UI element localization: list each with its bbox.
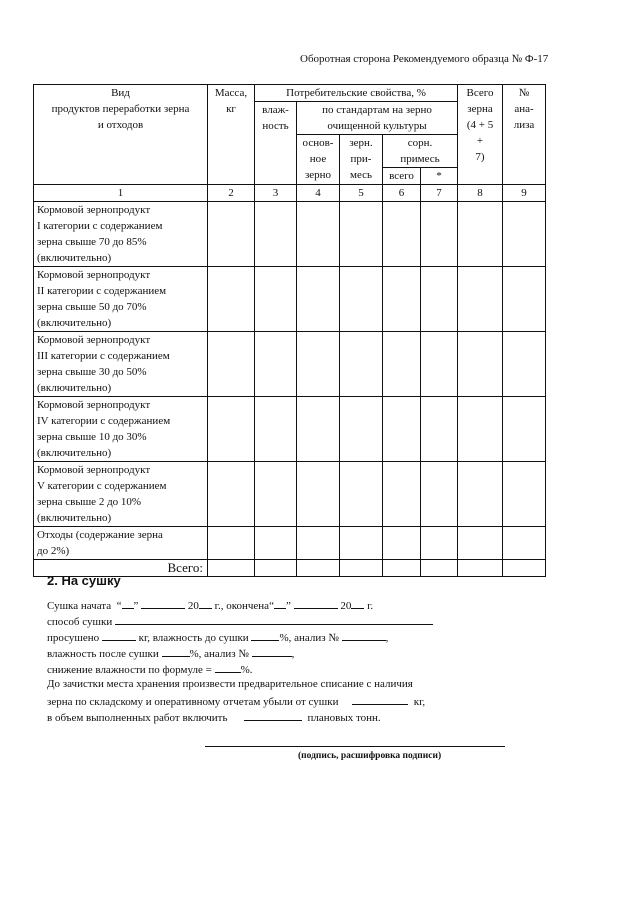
drying-loss-field[interactable] xyxy=(352,694,408,705)
end-month-field[interactable] xyxy=(294,598,338,609)
cell-analysis-number[interactable] xyxy=(503,202,546,267)
write-off-text: До зачистки места хранения произвести предварительное списание с наличия xyxy=(47,678,413,690)
cell-mass[interactable] xyxy=(208,202,255,267)
cell-main-grain[interactable] xyxy=(297,397,340,462)
table-row xyxy=(34,527,546,560)
cell-moisture[interactable] xyxy=(255,527,297,560)
cell-analysis-number[interactable] xyxy=(503,267,546,332)
cell-main-grain[interactable] xyxy=(297,202,340,267)
cell-total-grain[interactable] xyxy=(458,397,503,462)
col-number: 5 xyxy=(340,185,383,202)
header-moisture: влаж- ность xyxy=(255,102,297,185)
cell-analysis-number[interactable] xyxy=(503,560,546,577)
end-year-field[interactable] xyxy=(351,598,364,609)
cell-weed-total[interactable] xyxy=(383,462,421,527)
cell-weed-total[interactable] xyxy=(383,527,421,560)
row-label: Кормовой зернопродукт IV категории с содержанием зерна свыше 10 до 30% (включительно) xyxy=(34,397,208,462)
col-number: 3 xyxy=(255,185,297,202)
cell-moisture[interactable] xyxy=(255,267,297,332)
moisture-reduction-line: снижение влажности по формуле = %. xyxy=(47,664,253,676)
table-row xyxy=(34,462,546,527)
start-year-field[interactable] xyxy=(199,598,212,609)
header-consumer-properties: Потребительские свойства, % xyxy=(255,85,458,102)
moisture-before-field[interactable] xyxy=(251,630,279,641)
cell-analysis-number[interactable] xyxy=(503,527,546,560)
analysis-after-field[interactable] xyxy=(252,646,292,657)
row-label: Кормовой зернопродукт III категории с содержанием зерна свыше 30 до 50% (включительно) xyxy=(34,332,208,397)
start-month-field[interactable] xyxy=(141,598,185,609)
col-number: 2 xyxy=(208,185,255,202)
cell-grain-impurity[interactable] xyxy=(340,332,383,397)
cell-grain-impurity[interactable] xyxy=(340,560,383,577)
cell-weed-star[interactable] xyxy=(421,267,458,332)
cell-weed-total[interactable] xyxy=(383,560,421,577)
column-numbers-row xyxy=(34,185,546,202)
cell-weed-star[interactable] xyxy=(421,527,458,560)
header-grain-impurity: зерн. при- месь xyxy=(340,135,383,185)
row-label: Кормовой зернопродукт II категории с содержанием зерна свыше 50 до 70% (включительно) xyxy=(34,267,208,332)
col-number: 4 xyxy=(297,185,340,202)
cell-analysis-number[interactable] xyxy=(503,397,546,462)
cell-weed-star[interactable] xyxy=(421,202,458,267)
table-row xyxy=(34,332,546,397)
cell-weed-total[interactable] xyxy=(383,202,421,267)
cell-mass[interactable] xyxy=(208,560,255,577)
cell-grain-impurity[interactable] xyxy=(340,462,383,527)
signature-line[interactable] xyxy=(205,746,505,747)
cell-mass[interactable] xyxy=(208,462,255,527)
cell-grain-impurity[interactable] xyxy=(340,527,383,560)
cell-weed-total[interactable] xyxy=(383,267,421,332)
cell-analysis-number[interactable] xyxy=(503,332,546,397)
cell-moisture[interactable] xyxy=(255,202,297,267)
drying-dates-line: Сушка начата “ ” 20 г., окончена“ ” 20 г. xyxy=(47,600,374,612)
cell-total-grain[interactable] xyxy=(458,267,503,332)
header-weed-impurity: сорн. примесь xyxy=(383,135,458,168)
drying-loss-line: зерна по складскому и оперативному отчетам убыли от сушки кг, xyxy=(47,696,426,708)
header-analysis-number: № ана- лиза xyxy=(503,85,546,185)
col-number: 1 xyxy=(34,185,208,202)
col-number: 8 xyxy=(458,185,503,202)
moisture-after-line: влажность после сушки %, анализ № , xyxy=(47,648,295,660)
dried-kg-field[interactable] xyxy=(102,630,136,641)
row-label: Отходы (содержание зерна до 2%) xyxy=(34,527,208,560)
cell-main-grain[interactable] xyxy=(297,462,340,527)
cell-grain-impurity[interactable] xyxy=(340,397,383,462)
end-day-field[interactable] xyxy=(274,598,286,609)
cell-moisture[interactable] xyxy=(255,560,297,577)
analysis-before-field[interactable] xyxy=(342,630,386,641)
cell-weed-star[interactable] xyxy=(421,397,458,462)
cell-main-grain[interactable] xyxy=(297,332,340,397)
header-weed-total: всего xyxy=(383,168,421,185)
cell-grain-impurity[interactable] xyxy=(340,202,383,267)
cell-moisture[interactable] xyxy=(255,332,297,397)
cell-moisture[interactable] xyxy=(255,397,297,462)
col-number: 7 xyxy=(421,185,458,202)
drying-method-field[interactable] xyxy=(115,614,433,625)
col-number: 9 xyxy=(503,185,546,202)
table-row xyxy=(34,202,546,267)
products-table xyxy=(33,84,546,577)
header-total-grain: Всего зерна (4 + 5 + 7) xyxy=(458,85,503,185)
cell-weed-total[interactable] xyxy=(383,397,421,462)
cell-main-grain[interactable] xyxy=(297,560,340,577)
cell-weed-total[interactable] xyxy=(383,332,421,397)
cell-total-grain[interactable] xyxy=(458,560,503,577)
cell-total-grain[interactable] xyxy=(458,332,503,397)
cell-mass[interactable] xyxy=(208,527,255,560)
cell-mass[interactable] xyxy=(208,332,255,397)
start-day-field[interactable] xyxy=(122,598,134,609)
cell-grain-impurity[interactable] xyxy=(340,267,383,332)
cell-total-grain[interactable] xyxy=(458,202,503,267)
dried-amount-line: просушено кг, влажность до сушки %, анализ № , xyxy=(47,632,389,644)
cell-weed-star[interactable] xyxy=(421,332,458,397)
cell-weed-star[interactable] xyxy=(421,560,458,577)
planned-tons-field[interactable] xyxy=(244,710,302,721)
planned-tons-line: в объем выполненных работ включить плановых тонн. xyxy=(47,712,381,724)
cell-main-grain[interactable] xyxy=(297,527,340,560)
cell-weed-star[interactable] xyxy=(421,462,458,527)
header-mass: Масса, кг xyxy=(208,85,255,185)
form-reference-note: Оборотная сторона Рекомендуемого образца № Ф-17 xyxy=(300,53,549,65)
cell-moisture[interactable] xyxy=(255,462,297,527)
header-main-grain: основ- ное зерно xyxy=(297,135,340,185)
cell-analysis-number[interactable] xyxy=(503,462,546,527)
row-label: Кормовой зернопродукт V категории с содержанием зерна свыше 2 до 10% (включительно) xyxy=(34,462,208,527)
cell-main-grain[interactable] xyxy=(297,267,340,332)
col-number: 6 xyxy=(383,185,421,202)
section-heading: 2. На сушку xyxy=(47,573,121,588)
header-by-standards: по стандартам на зерно очищенной культуры xyxy=(297,102,458,135)
table-row xyxy=(34,267,546,332)
header-weed-star: * xyxy=(421,168,458,185)
row-label: Кормовой зернопродукт I категории с содержанием зерна свыше 70 до 85% (включительно) xyxy=(34,202,208,267)
cell-total-grain[interactable] xyxy=(458,462,503,527)
cell-total-grain[interactable] xyxy=(458,527,503,560)
signature-caption: (подпись, расшифровка подписи) xyxy=(298,751,442,761)
cell-mass[interactable] xyxy=(208,267,255,332)
moisture-reduction-field[interactable] xyxy=(215,662,241,673)
header-product-type: Вид продуктов переработки зерна и отходов xyxy=(34,85,208,185)
moisture-after-field[interactable] xyxy=(162,646,190,657)
cell-mass[interactable] xyxy=(208,397,255,462)
table-row xyxy=(34,397,546,462)
drying-method-line: способ сушки xyxy=(47,614,433,628)
total-label: Всего: xyxy=(34,560,208,577)
